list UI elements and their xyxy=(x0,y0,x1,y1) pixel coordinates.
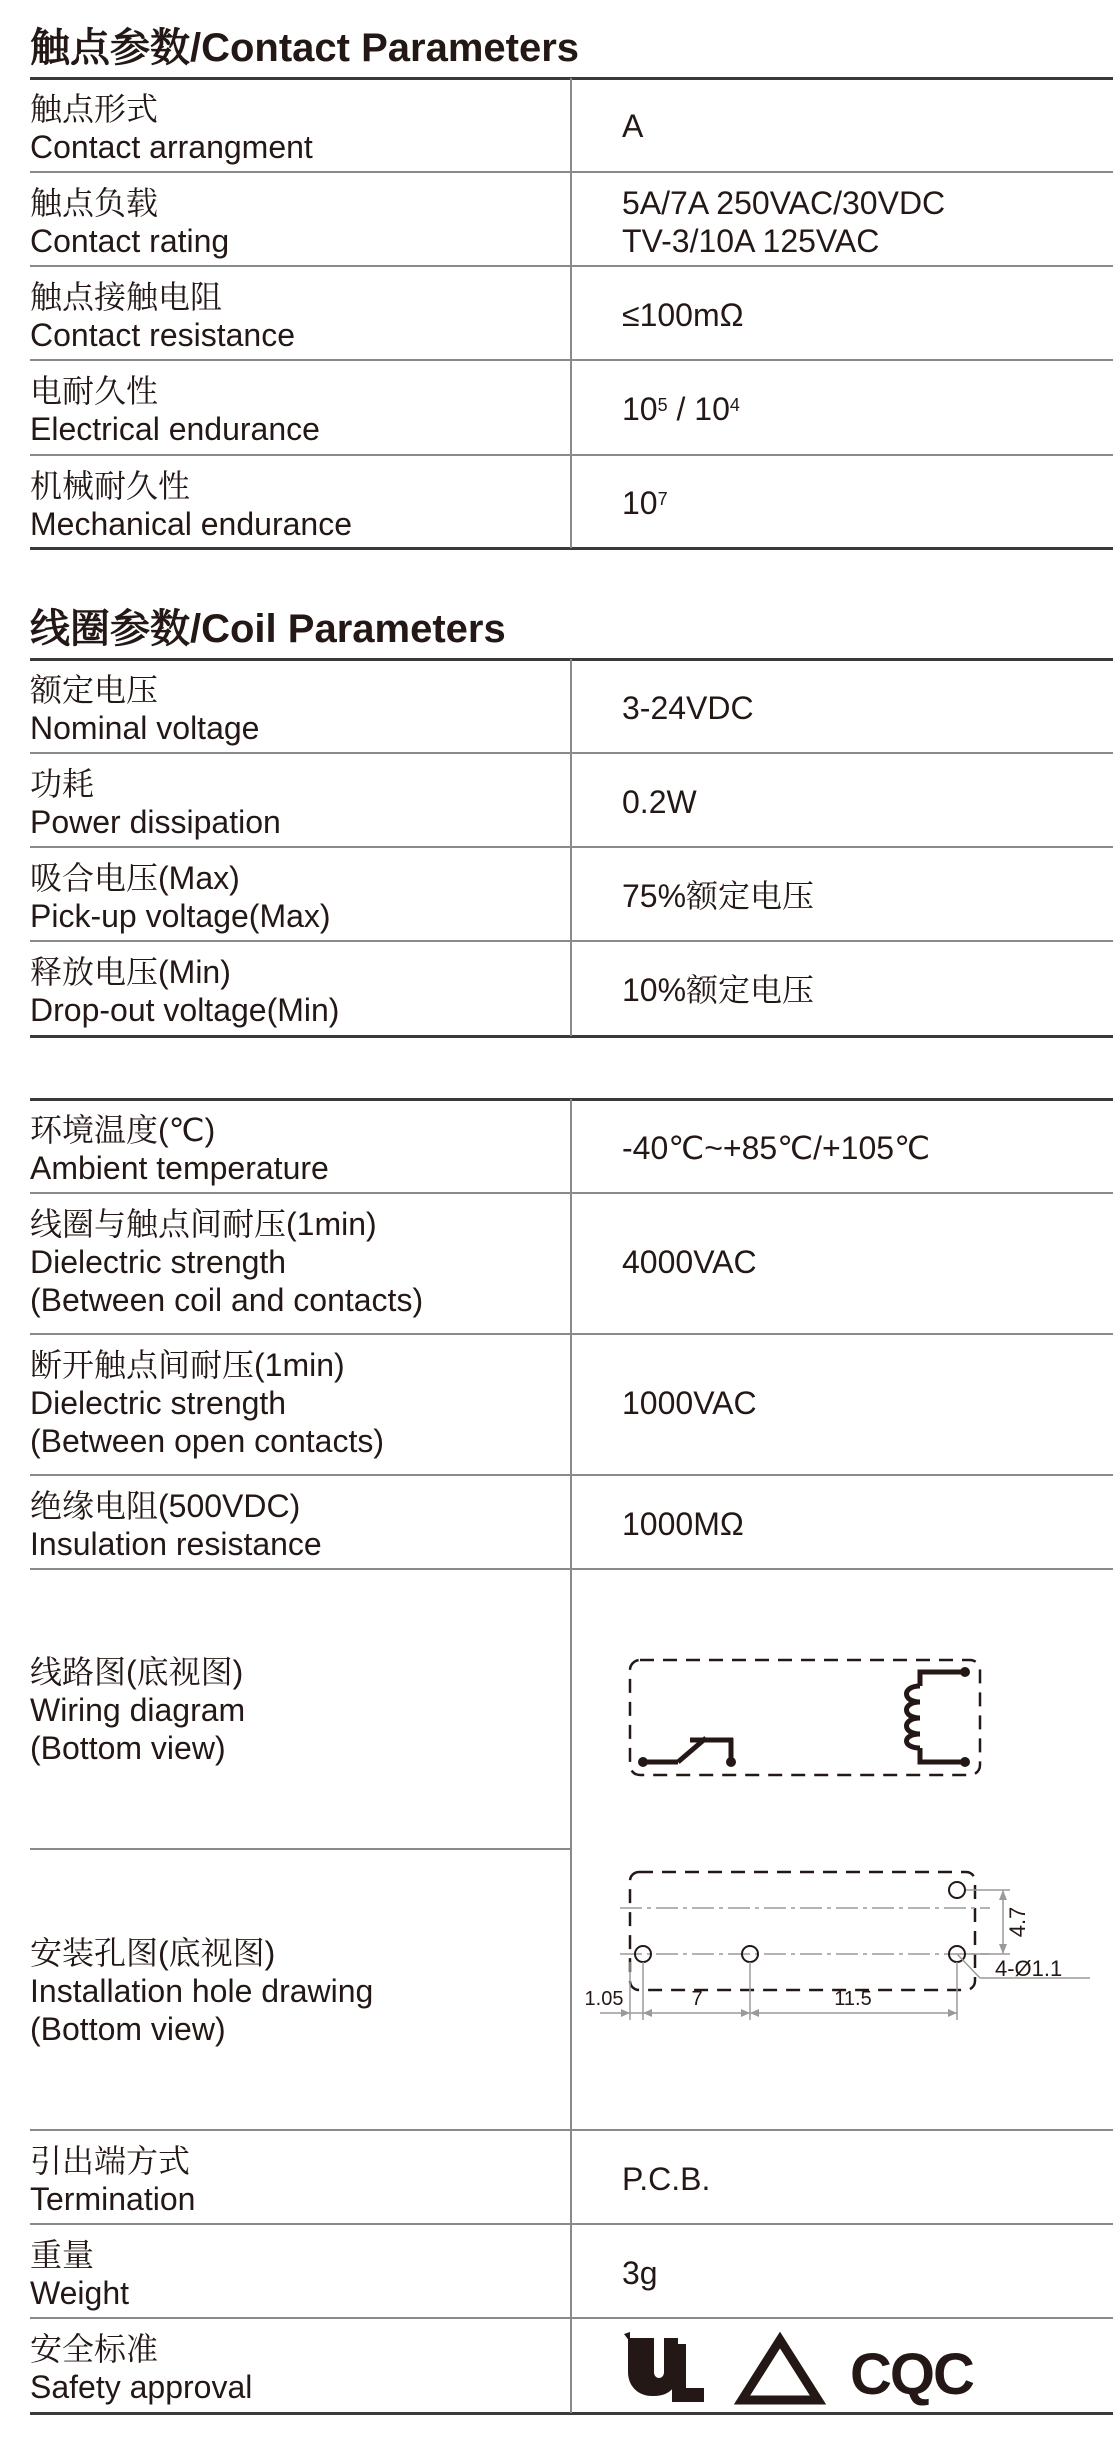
power-dissipation-label: 功耗 Power dissipation xyxy=(30,766,281,840)
power-dissipation-value: 0.2W xyxy=(622,784,697,820)
pickup-voltage-label: 吸合电压(Max) Pick-up voltage(Max) xyxy=(30,860,331,934)
coil-wire xyxy=(920,1672,965,1762)
dropout-voltage-label: 释放电压(Min) Drop-out voltage(Min) xyxy=(30,954,340,1028)
leader-line xyxy=(957,1954,980,1978)
dielectric-coil-contacts-value: 4000VAC xyxy=(622,1244,757,1280)
mechanical-endurance-label: 机械耐久性 Mechanical endurance xyxy=(30,468,352,542)
pitch-dimension-2: 11.5 xyxy=(834,1988,872,2010)
dropout-voltage-value: 10%额定电压 xyxy=(622,972,815,1008)
termination-label: 引出端方式 Termination xyxy=(30,2143,196,2217)
hole-size-dimension: 4-Ø1.1 xyxy=(995,1956,1063,1981)
installation-hole-drawing xyxy=(570,1850,1113,2050)
weight-value: 3g xyxy=(622,2255,658,2291)
coil-section-title: 线圈参数/Coil Parameters xyxy=(30,607,506,651)
ambient-temperature-label: 环境温度(℃) Ambient temperature xyxy=(30,1112,329,1186)
offset-dimension: 1.05 xyxy=(584,1988,624,2010)
column-divider xyxy=(570,659,572,1036)
cqc-logo: CQC xyxy=(850,2342,973,2407)
electrical-endurance-value: $10^5 / 10^4$ xyxy=(622,391,740,427)
ul-recognized-icon xyxy=(624,2332,704,2402)
height-dimension: 4.7 xyxy=(1005,1906,1030,1938)
dielectric-open-contacts-value: 1000VAC xyxy=(622,1385,757,1421)
dielectric-coil-contacts-label: 线圈与触点间耐压(1min) Dielectric strength (Between coil and contacts) xyxy=(30,1206,424,1318)
electrical-endurance-label: 电耐久性 Electrical endurance xyxy=(30,373,320,447)
coil-icon xyxy=(907,1686,921,1748)
triangle-approval-icon xyxy=(742,2340,818,2400)
termination-value: P.C.B. xyxy=(622,2161,711,2197)
dielectric-open-contacts-label: 断开触点间耐压(1min) Dielectric strength (Between open contacts) xyxy=(30,1347,384,1459)
divider xyxy=(30,1848,570,1850)
contact-section-title: 触点参数/Contact Parameters xyxy=(30,26,580,70)
contact-rating-value: 5A/7A 250VAC/30VDC TV-3/10A 125VAC xyxy=(622,185,946,259)
installation-hole-label: 安装孔图(底视图) Installation hole drawing (Bottom view) xyxy=(30,1935,374,2047)
contact-resistance-value: ≤100mΩ xyxy=(622,297,744,333)
contact-rating-label: 触点负载 Contact rating xyxy=(30,185,230,259)
weight-label: 重量 Weight xyxy=(30,2237,130,2311)
column-divider xyxy=(570,78,572,548)
nominal-voltage-value: 3-24VDC xyxy=(622,690,754,726)
pickup-voltage-value: 75%额定电压 xyxy=(622,878,815,914)
contact-resistance-label: 触点接触电阻 Contact resistance xyxy=(30,279,296,353)
nominal-voltage-label: 额定电压 Nominal voltage xyxy=(30,672,260,746)
column-divider xyxy=(570,1099,572,2413)
contact-arrangement-label: 触点形式 Contact arrangment xyxy=(30,91,313,165)
wiring-diagram-label: 线路图(底视图) Wiring diagram (Bottom view) xyxy=(30,1654,246,1766)
contact-arrangement-value: A xyxy=(622,108,644,144)
insulation-resistance-label: 绝缘电阻(500VDC) Insulation resistance xyxy=(30,1488,322,1562)
ambient-temperature-value: -40℃~+85℃/+105℃ xyxy=(622,1130,930,1166)
pitch-dimension-1: 7 xyxy=(691,1988,703,2010)
insulation-resistance-value: 1000MΩ xyxy=(622,1506,744,1542)
safety-approval-label: 安全标准 Safety approval xyxy=(30,2331,253,2405)
mechanical-endurance-value: $10^7$ xyxy=(622,485,668,521)
safety-approval-marks xyxy=(620,2330,1080,2410)
relay-outline xyxy=(630,1872,975,1990)
wiring-diagram xyxy=(620,1630,1060,1790)
terminal-dot xyxy=(726,1757,736,1767)
mounting-hole xyxy=(949,1882,965,1898)
